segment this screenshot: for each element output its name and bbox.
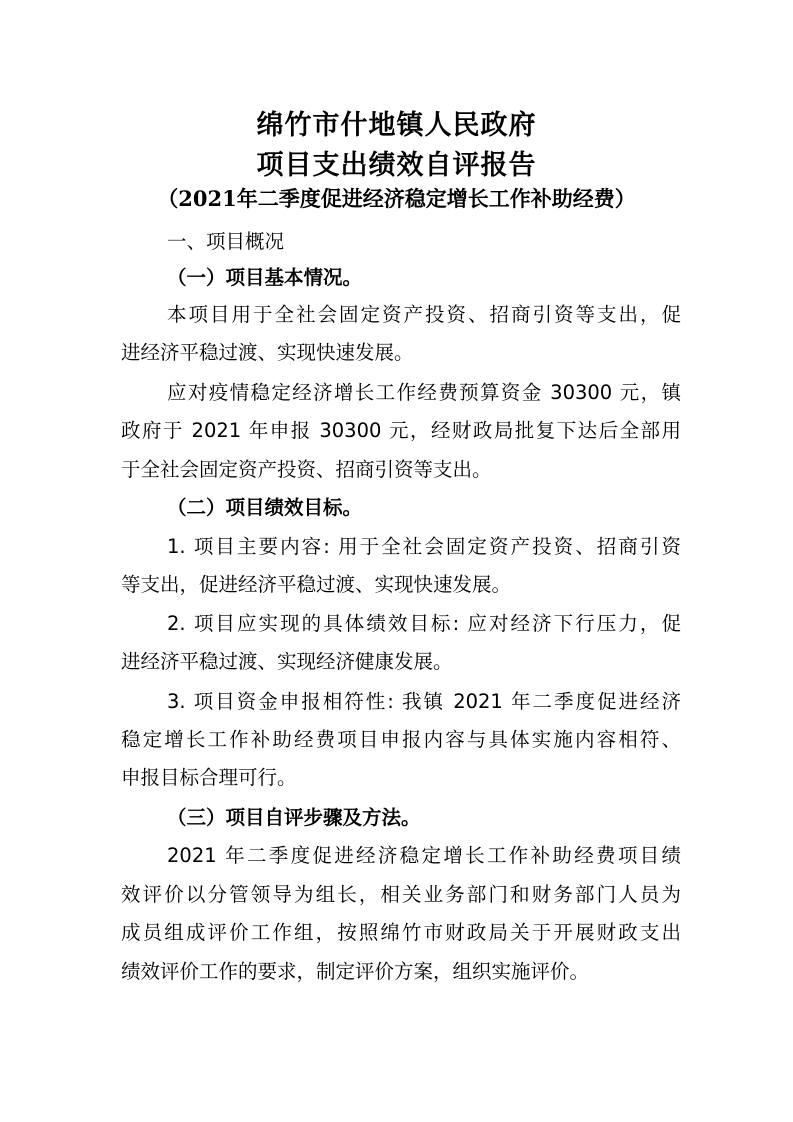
subsection-heading-method: （三）项目自评步骤及方法。 [167,806,421,829]
item-1-line-2: 等支出，促进经济平稳过渡、实现快速发展。 [121,573,512,596]
title-subtitle: （2021年二季度促进经济稳定增长工作补助经费） [157,186,636,211]
title-line-1: 绵竹市什地镇人民政府 [256,110,537,141]
paragraph-1-line-1: 本项目用于全社会固定资产投资、招商引资等支出，促 [167,303,681,326]
item-3-line-2: 稳定增长工作补助经费项目申报内容与具体实施内容相符、 [121,728,681,751]
item-1-line-1: 1. 项目主要内容: 用于全社会固定资产投资、招商引资 [167,535,681,558]
paragraph-3-line-2: 效评价以分管领导为组长，相关业务部门和财务部门人员为 [121,883,681,906]
item-3-line-1: 3. 项目资金申报相符性: 我镇 2021 年二季度促进经济 [167,690,681,713]
paragraph-3-line-3: 成员组成评价工作组，按照绵竹市财政局关于开展财政支出 [121,921,681,944]
section-heading-overview: 一、项目概况 [167,230,285,253]
paragraph-3-line-4: 绩效评价工作的要求，制定评价方案，组织实施评价。 [121,960,590,983]
item-2-line-2: 进经济平稳过渡、实现经济健康发展。 [121,650,453,673]
paragraph-2-line-2: 政府于 2021 年申报 30300 元，经财政局批复下达后全部用 [121,419,681,442]
item-2-line-1: 2. 项目应实现的具体绩效目标: 应对经济下行压力，促 [167,612,681,635]
subsection-heading-targets: （二）项目绩效目标。 [167,496,363,519]
paragraph-3-line-1: 2021 年二季度促进经济稳定增长工作补助经费项目绩 [167,844,681,867]
item-3-line-3: 申报目标合理可行。 [121,766,297,789]
paragraph-1-line-2: 进经济平稳过渡、实现快速发展。 [121,341,414,364]
paragraph-2-line-3: 于全社会固定资产投资、招商引资等支出。 [121,458,492,481]
paragraph-2-line-1: 应对疫情稳定经济增长工作经费预算资金 30300 元，镇 [167,381,681,404]
subsection-heading-basic-info: （一）项目基本情况。 [167,266,363,289]
title-line-2: 项目支出绩效自评报告 [256,150,537,181]
